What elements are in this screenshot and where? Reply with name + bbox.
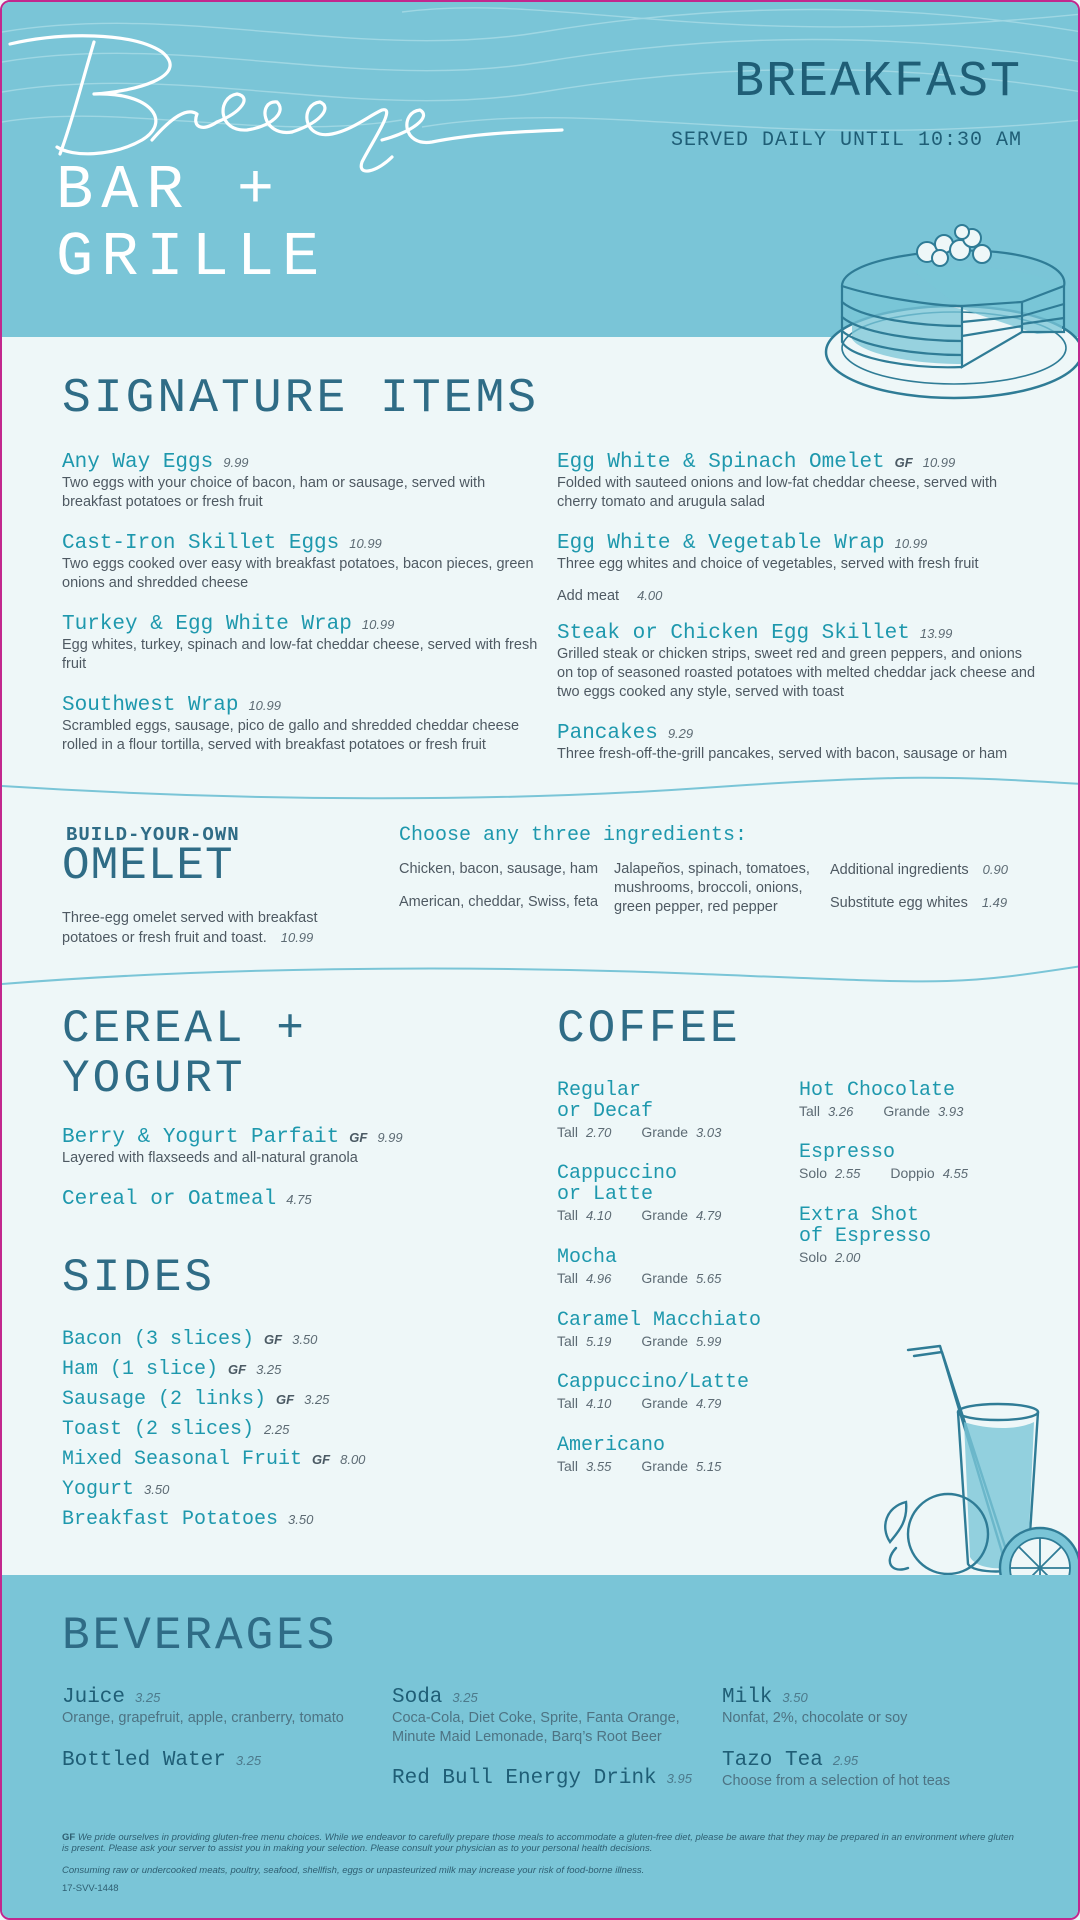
title-line: YOGURT bbox=[62, 1052, 246, 1105]
item-name: Southwest Wrap bbox=[62, 694, 239, 717]
size-label: Grande bbox=[641, 1207, 689, 1223]
coffee-item-caramel-macchiato bbox=[557, 1310, 797, 1349]
coffee-sizes bbox=[557, 1333, 797, 1349]
coffee-name: Caramel Macchiato bbox=[557, 1309, 762, 1332]
beverage-item-soda bbox=[392, 1686, 712, 1747]
omelet-description bbox=[62, 909, 362, 948]
coffee-name: Hot Chocolate bbox=[799, 1079, 956, 1102]
omelet-ingredients-vegetables: Jalapeños, spinach, tomatoes, mushrooms, broccoli, onions, green pepper, red pepper bbox=[614, 861, 810, 915]
item-name: Bottled Water bbox=[62, 1749, 226, 1772]
list-item bbox=[62, 1414, 502, 1444]
omelet-additional-ingredients bbox=[830, 860, 1050, 880]
item-name: Cast-Iron Skillet Eggs bbox=[62, 532, 340, 555]
item-price: 3.50 bbox=[782, 1690, 808, 1705]
coffee-name: Americano bbox=[557, 1434, 666, 1457]
item-price: 3.50 bbox=[288, 1512, 314, 1527]
item-price: 10.99 bbox=[349, 536, 382, 551]
size-label: Doppio bbox=[890, 1165, 935, 1181]
item-name: Egg White & Vegetable Wrap bbox=[557, 532, 885, 555]
size-price: 2.70 bbox=[586, 1125, 612, 1140]
list-item bbox=[62, 1354, 502, 1384]
item-price: 3.25 bbox=[304, 1392, 330, 1407]
item-name: Toast (2 slices) bbox=[62, 1418, 255, 1441]
item-price: 9.29 bbox=[667, 726, 694, 741]
gluten-free-badge: GF bbox=[349, 1130, 368, 1145]
addon-label: Add meat bbox=[557, 588, 620, 604]
list-item bbox=[62, 1384, 502, 1414]
item-name: Any Way Eggs bbox=[62, 451, 214, 474]
size-label: Tall bbox=[557, 1395, 579, 1411]
coffee-item-hot-chocolate bbox=[799, 1080, 1039, 1119]
item-price: 10.99 bbox=[922, 455, 956, 470]
menu-item-berry-yogurt-parfait bbox=[62, 1126, 502, 1168]
omelet-price: 10.99 bbox=[280, 930, 314, 945]
gluten-free-badge: GF bbox=[264, 1332, 283, 1347]
coffee-sizes bbox=[557, 1395, 797, 1411]
item-description: Two eggs cooked over easy with breakfast potatoes, bacon pieces, green onions and shredded cheese bbox=[62, 556, 534, 591]
item-price: 10.99 bbox=[248, 698, 281, 713]
item-name: Yogurt bbox=[62, 1478, 135, 1501]
menu-item-any-way-eggs bbox=[62, 451, 542, 512]
coffee-name: Extra Shot bbox=[799, 1204, 920, 1227]
item-price: 8.00 bbox=[340, 1452, 366, 1467]
list-item bbox=[62, 1324, 502, 1354]
menu-item-egg-white-vegetable-wrap bbox=[557, 532, 1037, 606]
coffee-name: Cappuccino/Latte bbox=[557, 1371, 750, 1394]
gf-tag: GF bbox=[62, 1832, 76, 1843]
addon-row bbox=[557, 586, 1037, 606]
coffee-item-regular-decaf bbox=[557, 1080, 797, 1140]
menu-subtitle: SERVED DAILY UNTIL 10:30 AM bbox=[670, 129, 1022, 152]
item-price: 3.25 bbox=[256, 1362, 282, 1377]
gluten-free-badge: GF bbox=[276, 1392, 295, 1407]
size-label: Solo bbox=[799, 1165, 828, 1181]
sides-title: SIDES bbox=[62, 1252, 216, 1304]
coffee-item-extra-shot bbox=[799, 1205, 1039, 1265]
gluten-free-badge: GF bbox=[894, 455, 913, 470]
menu-item-turkey-egg-white-wrap bbox=[62, 613, 542, 674]
item-price: 3.50 bbox=[144, 1482, 170, 1497]
menu-item-pancakes bbox=[557, 722, 1037, 764]
size-label: Grande bbox=[883, 1103, 931, 1119]
item-price: 3.50 bbox=[292, 1332, 318, 1347]
coffee-sizes bbox=[557, 1207, 797, 1223]
size-price: 4.96 bbox=[586, 1271, 612, 1286]
item-description: Three fresh-off-the-grill pancakes, served with bacon, sausage or ham bbox=[557, 746, 1008, 762]
item-name: Tazo Tea bbox=[722, 1749, 823, 1772]
item-description: Layered with flaxseeds and all-natural granola bbox=[62, 1150, 358, 1166]
item-price: 3.25 bbox=[452, 1690, 478, 1705]
gluten-free-disclaimer bbox=[62, 1832, 1022, 1854]
coffee-item-mocha bbox=[557, 1247, 797, 1286]
size-label: Tall bbox=[557, 1124, 579, 1140]
extra-label: Substitute egg whites bbox=[830, 895, 968, 911]
size-price: 4.79 bbox=[696, 1208, 722, 1223]
item-price: 2.95 bbox=[832, 1753, 859, 1768]
size-price: 3.55 bbox=[586, 1459, 612, 1474]
item-name: Steak or Chicken Egg Skillet bbox=[557, 622, 910, 645]
size-price: 5.19 bbox=[586, 1334, 612, 1349]
item-description: Nonfat, 2%, chocolate or soy bbox=[722, 1710, 908, 1726]
coffee-name: Cappuccino bbox=[557, 1162, 678, 1185]
omelet-title: OMELET bbox=[62, 840, 234, 892]
list-item bbox=[62, 1474, 502, 1504]
beverage-item-bottled-water bbox=[62, 1749, 382, 1772]
menu-title: BREAKFAST bbox=[733, 54, 1022, 111]
item-price: 4.75 bbox=[286, 1192, 312, 1207]
menu-item-steak-chicken-egg-skillet bbox=[557, 622, 1037, 702]
coffee-name: Espresso bbox=[799, 1141, 896, 1164]
item-name: Red Bull Energy Drink bbox=[392, 1767, 657, 1790]
beverages-title: BEVERAGES bbox=[62, 1610, 338, 1662]
size-label: Grande bbox=[641, 1124, 689, 1140]
addon-price: 4.00 bbox=[637, 588, 663, 603]
coffee-sizes bbox=[557, 1458, 797, 1474]
size-label: Grande bbox=[641, 1458, 689, 1474]
coffee-name: Mocha bbox=[557, 1246, 618, 1269]
beverage-item-juice bbox=[62, 1686, 382, 1728]
item-name: Cereal or Oatmeal bbox=[62, 1188, 277, 1211]
beverage-item-red-bull bbox=[392, 1767, 722, 1790]
menu-item-egg-white-spinach-omelet bbox=[557, 451, 1037, 512]
size-label: Grande bbox=[641, 1395, 689, 1411]
size-price: 5.65 bbox=[696, 1271, 722, 1286]
item-price: 3.95 bbox=[666, 1771, 692, 1786]
omelet-choose-heading: Choose any three ingredients: bbox=[399, 824, 748, 847]
wave-divider bbox=[2, 962, 1080, 992]
size-price: 5.15 bbox=[696, 1459, 722, 1474]
item-description: Egg whites, turkey, spinach and low-fat cheddar cheese, served with fresh fruit bbox=[62, 637, 538, 672]
size-price: 3.93 bbox=[938, 1104, 964, 1119]
coffee-sizes bbox=[557, 1270, 797, 1286]
item-description: Choose from a selection of hot teas bbox=[722, 1773, 951, 1789]
size-price: 4.79 bbox=[696, 1396, 722, 1411]
wave-divider bbox=[2, 774, 1080, 804]
item-description: Grilled steak or chicken strips, sweet red and green peppers, and onions on top of seasoned roasted potatoes with melted cheddar jack cheese and two eggs cooked any style, served with toast bbox=[557, 646, 1036, 700]
coffee-name-line2: or Decaf bbox=[557, 1100, 654, 1123]
item-price: 9.99 bbox=[223, 455, 249, 470]
size-price: 4.55 bbox=[942, 1166, 969, 1181]
beverage-item-tazo-tea bbox=[722, 1749, 1042, 1791]
item-price: 10.99 bbox=[361, 617, 395, 632]
size-label: Tall bbox=[557, 1207, 579, 1223]
item-description: Folded with sauteed onions and low-fat cheddar cheese, served with cherry tomato and arugula salad bbox=[557, 475, 998, 510]
item-description: Orange, grapefruit, apple, cranberry, tomato bbox=[62, 1710, 344, 1726]
brand-bar-grille-line1: BAR + bbox=[56, 155, 283, 226]
coffee-sizes bbox=[799, 1165, 1039, 1181]
size-label: Tall bbox=[557, 1270, 579, 1286]
brand-bar-grille-line2: GRILLE bbox=[56, 222, 328, 293]
item-price: 13.99 bbox=[919, 626, 953, 641]
cereal-yogurt-title bbox=[62, 1005, 307, 1104]
beverage-item-milk bbox=[722, 1686, 1042, 1728]
sides-list bbox=[62, 1324, 502, 1534]
item-description: Coca-Cola, Diet Coke, Sprite, Fanta Orange, Minute Maid Lemonade, Barq’s Root Beer bbox=[392, 1710, 680, 1745]
item-name: Juice bbox=[62, 1686, 126, 1709]
raw-food-warning: Consuming raw or undercooked meats, poultry, seafood, shellfish, eggs or unpasteurized milk may increase your risk of food-borne illness. bbox=[62, 1865, 645, 1876]
size-label: Grande bbox=[641, 1270, 689, 1286]
size-price: 3.03 bbox=[696, 1125, 722, 1140]
item-name: Soda bbox=[392, 1686, 443, 1709]
item-price: 9.99 bbox=[377, 1130, 403, 1145]
coffee-item-cappuccino-latte-2 bbox=[557, 1372, 797, 1411]
coffee-name: Regular bbox=[557, 1079, 642, 1102]
signature-items-title: SIGNATURE ITEMS bbox=[62, 372, 540, 426]
menu-item-cast-iron-skillet-eggs bbox=[62, 532, 542, 593]
size-price: 4.10 bbox=[586, 1208, 612, 1223]
item-name: Sausage (2 links) bbox=[62, 1388, 267, 1411]
extra-label: Additional ingredients bbox=[830, 862, 969, 878]
coffee-sizes bbox=[799, 1103, 1039, 1119]
menu-code: 17-SVV-1448 bbox=[62, 1883, 119, 1894]
item-description: Two eggs with your choice of bacon, ham or sausage, served with breakfast potatoes or fresh fruit bbox=[62, 475, 486, 510]
extra-price: 0.90 bbox=[982, 862, 1008, 877]
menu-item-cereal-oatmeal bbox=[62, 1188, 502, 1211]
size-label: Tall bbox=[557, 1458, 579, 1474]
item-name: Ham (1 slice) bbox=[62, 1358, 219, 1381]
omelet-ingredients-cheeses: American, cheddar, Swiss, feta bbox=[399, 894, 599, 910]
item-price: 3.25 bbox=[135, 1690, 161, 1705]
omelet-kicker: BUILD-YOUR-OWN bbox=[66, 824, 240, 846]
item-price: 3.25 bbox=[235, 1753, 262, 1768]
extra-price: 1.49 bbox=[981, 895, 1008, 910]
omelet-substitute-egg-whites bbox=[830, 893, 1050, 913]
title-line: CEREAL + bbox=[62, 1003, 307, 1055]
beverages-band bbox=[2, 1575, 1080, 1920]
item-name: Breakfast Potatoes bbox=[62, 1508, 279, 1531]
item-name: Bacon (3 slices) bbox=[62, 1328, 255, 1351]
size-price: 2.55 bbox=[835, 1166, 861, 1181]
size-label: Tall bbox=[799, 1103, 821, 1119]
gluten-free-badge: GF bbox=[228, 1362, 247, 1377]
item-price: 2.25 bbox=[264, 1422, 290, 1437]
list-item bbox=[62, 1504, 502, 1534]
list-item bbox=[62, 1444, 502, 1474]
coffee-item-espresso bbox=[799, 1142, 1039, 1181]
size-label: Tall bbox=[557, 1333, 579, 1349]
item-name: Pancakes bbox=[557, 722, 658, 745]
coffee-name-line2: of Espresso bbox=[799, 1225, 932, 1248]
item-price: 10.99 bbox=[894, 536, 928, 551]
gluten-free-badge: GF bbox=[312, 1452, 331, 1467]
size-price: 4.10 bbox=[586, 1396, 612, 1411]
coffee-sizes bbox=[799, 1249, 1039, 1265]
coffee-item-americano bbox=[557, 1435, 797, 1474]
coffee-name-line2: or Latte bbox=[557, 1183, 654, 1206]
size-price: 3.26 bbox=[828, 1104, 854, 1119]
item-description: Three egg whites and choice of vegetables, served with fresh fruit bbox=[557, 556, 979, 572]
size-label: Grande bbox=[641, 1333, 689, 1349]
omelet-desc-text: Three-egg omelet served with breakfast potatoes or fresh fruit and toast. bbox=[62, 910, 318, 946]
coffee-item-cappuccino-latte bbox=[557, 1163, 797, 1223]
item-name: Turkey & Egg White Wrap bbox=[62, 613, 352, 636]
coffee-title: COFFEE bbox=[557, 1003, 741, 1055]
omelet-ingredients-proteins: Chicken, bacon, sausage, ham bbox=[399, 861, 599, 877]
item-name: Berry & Yogurt Parfait bbox=[62, 1126, 340, 1149]
gf-note-text: We pride ourselves in providing gluten-free menu choices. While we endeavor to carefully prepare those meals to accommodate a gluten-free diet, please be aware that they may be prepared in an environment where gluten is present. Please ask your server to assist you in making your selection. Please consult your physician as to your personal health decisions. bbox=[62, 1832, 1014, 1854]
size-label: Solo bbox=[799, 1249, 828, 1265]
item-description: Scrambled eggs, sausage, pico de gallo and shredded cheddar cheese rolled in a flour tortilla, served with breakfast potatoes or fresh fruit bbox=[62, 718, 520, 753]
coffee-sizes bbox=[557, 1124, 797, 1140]
menu-item-southwest-wrap bbox=[62, 694, 542, 755]
size-price: 5.99 bbox=[696, 1334, 722, 1349]
drink-illustration-icon bbox=[878, 1342, 1080, 1612]
item-name: Mixed Seasonal Fruit bbox=[62, 1448, 303, 1471]
item-name: Egg White & Spinach Omelet bbox=[557, 451, 885, 474]
size-price: 2.00 bbox=[835, 1250, 861, 1265]
item-name: Milk bbox=[722, 1686, 773, 1709]
cake-illustration-icon bbox=[822, 224, 1080, 409]
